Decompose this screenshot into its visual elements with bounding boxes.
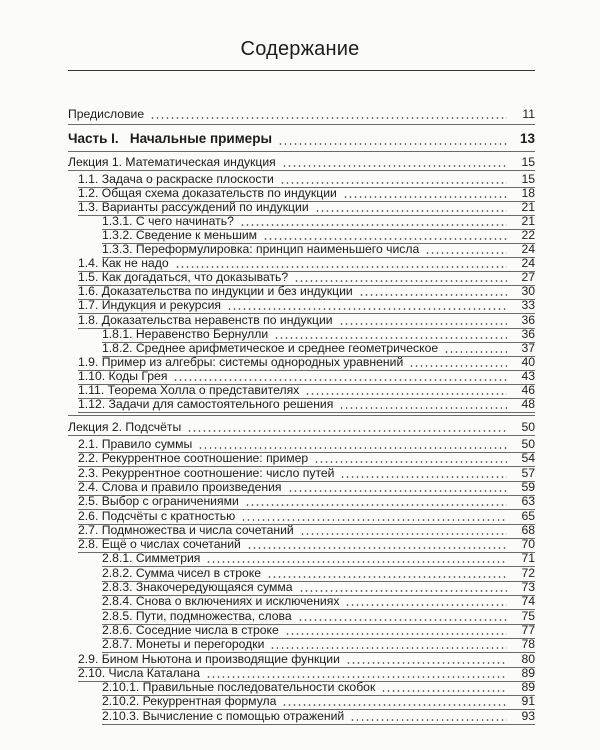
dot-leader — [346, 662, 507, 664]
dot-leader — [241, 519, 507, 521]
toc-entry[interactable] — [102, 551, 535, 566]
dot-leader — [274, 337, 507, 339]
toc-entry[interactable] — [78, 523, 535, 538]
separator — [68, 435, 535, 436]
entry-title: 2.8.7. Монеты и перегородки — [102, 637, 265, 652]
entry-page: 15 — [521, 172, 535, 186]
toc-entry[interactable] — [78, 397, 535, 412]
dot-leader — [444, 351, 507, 353]
dot-leader — [187, 430, 507, 432]
toc-entry[interactable] — [102, 594, 535, 609]
entry-title: Предисловие — [68, 107, 145, 121]
entry-page: 77 — [521, 622, 535, 637]
entry-title: Лекция 2. Подсчёты — [68, 420, 182, 434]
entry-title: 2.8.3. Знакочередующаяся сумма — [102, 580, 293, 594]
toc-entry[interactable] — [78, 369, 535, 384]
dot-leader — [409, 365, 507, 367]
entry-title: 2.10.2. Рекуррентная формула — [102, 694, 277, 709]
dot-leader — [300, 533, 507, 535]
entry-title: Лекция 1. Математическая индукция — [68, 155, 276, 169]
entry-page: 75 — [521, 608, 535, 623]
separator — [68, 415, 535, 416]
toc-entry[interactable] — [78, 186, 535, 201]
entry-title: 2.10.3. Вычисление с помощью отражений — [102, 708, 345, 723]
toc-entry[interactable] — [78, 666, 535, 681]
entry-page: 13 — [519, 131, 535, 146]
toc-entry[interactable] — [102, 709, 535, 724]
entry-page: 50 — [521, 437, 535, 451]
entry-title: 2.8.6. Соседние числа в строке — [102, 622, 279, 637]
toc-entry[interactable] — [78, 494, 535, 509]
separator — [78, 412, 535, 413]
toc-entry[interactable] — [102, 680, 535, 695]
toc-entry[interactable] — [78, 256, 535, 271]
toc-entry[interactable] — [78, 298, 535, 313]
entry-page: 89 — [521, 665, 535, 680]
dot-leader — [150, 117, 507, 119]
dot-leader — [227, 308, 507, 310]
toc-entry[interactable] — [78, 313, 535, 328]
toc-entry[interactable] — [78, 451, 535, 466]
entry-title: 1.9. Пример из алгебры: системы однородных уравнений — [78, 354, 404, 369]
dot-leader — [350, 719, 507, 721]
entry-page: 89 — [521, 680, 535, 695]
entry-title: 2.1. Правило суммы — [78, 437, 193, 451]
toc-entry[interactable] — [102, 228, 535, 243]
entry-title: 2.5. Выбор с ограничениями — [78, 494, 239, 509]
entry-page: 11 — [522, 107, 535, 121]
toc-entry[interactable] — [102, 637, 535, 652]
dot-leader — [315, 210, 507, 212]
toc-entry-part-1[interactable] — [68, 130, 535, 148]
entry-page: 68 — [521, 522, 535, 537]
toc-entry-lecture-1[interactable] — [68, 155, 535, 170]
entry-title: 1.8. Доказательства неравенств по индукции — [78, 312, 333, 327]
toc-entry[interactable] — [102, 327, 535, 342]
dot-leader — [343, 196, 507, 198]
toc-entry[interactable] — [102, 623, 535, 638]
entry-title: 1.3.1. С чего начинать? — [102, 214, 234, 229]
toc-entry[interactable] — [78, 537, 535, 552]
entry-page: 36 — [521, 312, 535, 327]
dot-leader — [240, 224, 507, 226]
entry-page: 37 — [521, 340, 535, 355]
entry-page: 36 — [521, 326, 535, 341]
dot-leader — [425, 252, 507, 254]
page-title: Содержание — [240, 38, 360, 60]
entry-title: 2.10.1. Правильные последовательности скобок — [102, 680, 376, 695]
dot-leader — [206, 676, 507, 678]
entry-title: 1.11. Теорема Холла о представителях — [78, 382, 300, 397]
toc-entry[interactable] — [78, 270, 535, 285]
entry-page: 24 — [521, 256, 535, 271]
entry-page: 21 — [521, 200, 535, 215]
toc-entry[interactable] — [102, 694, 535, 709]
dot-leader — [278, 143, 507, 145]
dot-leader — [285, 633, 507, 635]
toc-entry-preface[interactable] — [68, 107, 535, 122]
entry-title: 1.8.1. Неравенство Бернулли — [102, 326, 269, 341]
dot-leader — [267, 576, 507, 578]
entry-page: 43 — [521, 368, 535, 383]
entry-page: 15 — [521, 155, 535, 169]
dot-leader — [280, 182, 507, 184]
entry-page: 57 — [521, 465, 535, 480]
entry-title: 1.12. Задачи для самостоятельного решения — [78, 396, 334, 411]
dot-leader — [381, 690, 507, 692]
entry-page: 27 — [521, 270, 535, 285]
toc-entry[interactable] — [102, 214, 535, 229]
entry-page: 65 — [521, 508, 535, 523]
dot-leader — [339, 407, 507, 409]
entry-title: 1.3.2. Сведение к меньшим — [102, 228, 258, 243]
toc-entry[interactable] — [78, 172, 535, 187]
dot-leader — [294, 280, 507, 282]
entry-title: 2.10. Числа Каталана — [78, 665, 201, 680]
toc-entry[interactable] — [102, 242, 535, 257]
toc-entry[interactable] — [102, 609, 535, 624]
entry-page: 22 — [521, 228, 535, 243]
entry-title: 1.10. Коды Грея — [78, 368, 168, 383]
toc-entry[interactable] — [102, 580, 535, 595]
dot-leader — [282, 165, 507, 167]
entry-title: 1.3.3. Переформулировка: принцип наименьшего числа — [102, 242, 420, 257]
toc-entry[interactable] — [102, 566, 535, 581]
dot-leader — [305, 393, 507, 395]
entry-page: 21 — [521, 214, 535, 229]
entry-title: 1.7. Индукция и рекурсия — [78, 298, 221, 313]
entry-page: 48 — [521, 396, 535, 411]
entry-page: 73 — [521, 580, 535, 594]
entry-title: 2.6. Подсчёты с кратностью — [78, 508, 236, 523]
dot-leader — [175, 266, 507, 268]
dot-leader — [339, 323, 507, 325]
separator — [68, 124, 535, 125]
entry-title: 1.4. Как не надо — [78, 256, 169, 271]
entry-title: 1.8.2. Среднее арифметическое и среднее геометрическое — [102, 340, 439, 355]
dot-leader — [345, 604, 507, 606]
entry-page: 93 — [521, 708, 535, 723]
entry-page: 71 — [521, 551, 535, 566]
entry-title: 1.1. Задача о раскраске плоскости — [78, 172, 274, 186]
entry-page: 63 — [521, 494, 535, 509]
dot-leader — [173, 379, 507, 381]
entry-title: 2.3. Рекуррентное соотношение: число путей — [78, 465, 335, 480]
entry-page: 30 — [521, 284, 535, 299]
entry-page: 24 — [521, 242, 535, 257]
dot-leader — [288, 490, 507, 492]
entry-page: 72 — [521, 565, 535, 580]
entry-page: 18 — [521, 186, 535, 201]
entry-title: 1.5. Как догадаться, что доказывать? — [78, 270, 289, 285]
toc-entry[interactable] — [102, 341, 535, 356]
entry-title: 2.4. Слова и правило произведения — [78, 479, 282, 494]
toc-entry[interactable] — [78, 383, 535, 398]
entry-title: 2.8.5. Пути, подмножества, слова — [102, 608, 292, 623]
toc-entry[interactable] — [78, 466, 535, 481]
entry-title: 1.3. Варианты рассуждений по индукции — [78, 200, 309, 215]
dot-leader — [206, 561, 507, 563]
dot-leader — [270, 647, 507, 649]
entry-page: 78 — [521, 637, 535, 652]
entry-page: 33 — [521, 298, 535, 313]
entry-page: 80 — [521, 651, 535, 666]
dot-leader — [340, 476, 507, 478]
dot-leader — [314, 461, 507, 463]
entry-page: 59 — [521, 479, 535, 494]
entry-title: 2.7. Подмножества и числа сочетаний — [78, 522, 294, 537]
toc-entry-lecture-2[interactable] — [68, 420, 535, 435]
separator — [102, 724, 535, 725]
entry-title: 2.9. Бином Ньютона и производящие функции — [78, 651, 340, 666]
entry-page: 40 — [521, 354, 535, 369]
toc-entry[interactable] — [78, 284, 535, 299]
dot-leader — [282, 704, 507, 706]
entry-page: 46 — [521, 382, 535, 397]
dot-leader — [245, 504, 507, 506]
entry-title: 1.2. Общая схема доказательств по индукции — [78, 186, 337, 201]
entry-title: 2.8. Ещё о числах сочетаний — [78, 537, 241, 552]
dot-leader — [198, 447, 507, 449]
toc-entry[interactable] — [78, 652, 535, 667]
separator — [68, 151, 535, 152]
entry-page: 54 — [521, 451, 535, 466]
entry-page: 91 — [521, 694, 535, 709]
title-rule — [68, 70, 535, 71]
entry-page: 74 — [521, 594, 535, 609]
toc-entry[interactable] — [78, 200, 535, 215]
separator — [68, 170, 535, 171]
entry-title: 2.8.1. Симметрия — [102, 551, 201, 566]
dot-leader — [359, 294, 507, 296]
dot-leader — [298, 619, 507, 621]
entry-title: 2.8.2. Сумма чисел в строке — [102, 565, 262, 580]
entry-page: 50 — [521, 420, 535, 434]
toc-entry[interactable] — [78, 355, 535, 370]
toc-entry[interactable] — [78, 509, 535, 524]
dot-leader — [247, 547, 507, 549]
toc-entry[interactable] — [78, 437, 535, 452]
entry-title: Часть I. Начальные примеры — [68, 131, 272, 146]
entry-title: 1.6. Доказательства по индукции и без индукции — [78, 284, 353, 299]
entry-title: 2.8.4. Снова о включениях и исключениях — [102, 594, 340, 609]
dot-leader — [263, 238, 507, 240]
entry-title: 2.2. Рекуррентное соотношение: пример — [78, 451, 309, 466]
toc-entry[interactable] — [78, 480, 535, 495]
dot-leader — [299, 590, 507, 592]
entry-page: 70 — [521, 537, 535, 552]
